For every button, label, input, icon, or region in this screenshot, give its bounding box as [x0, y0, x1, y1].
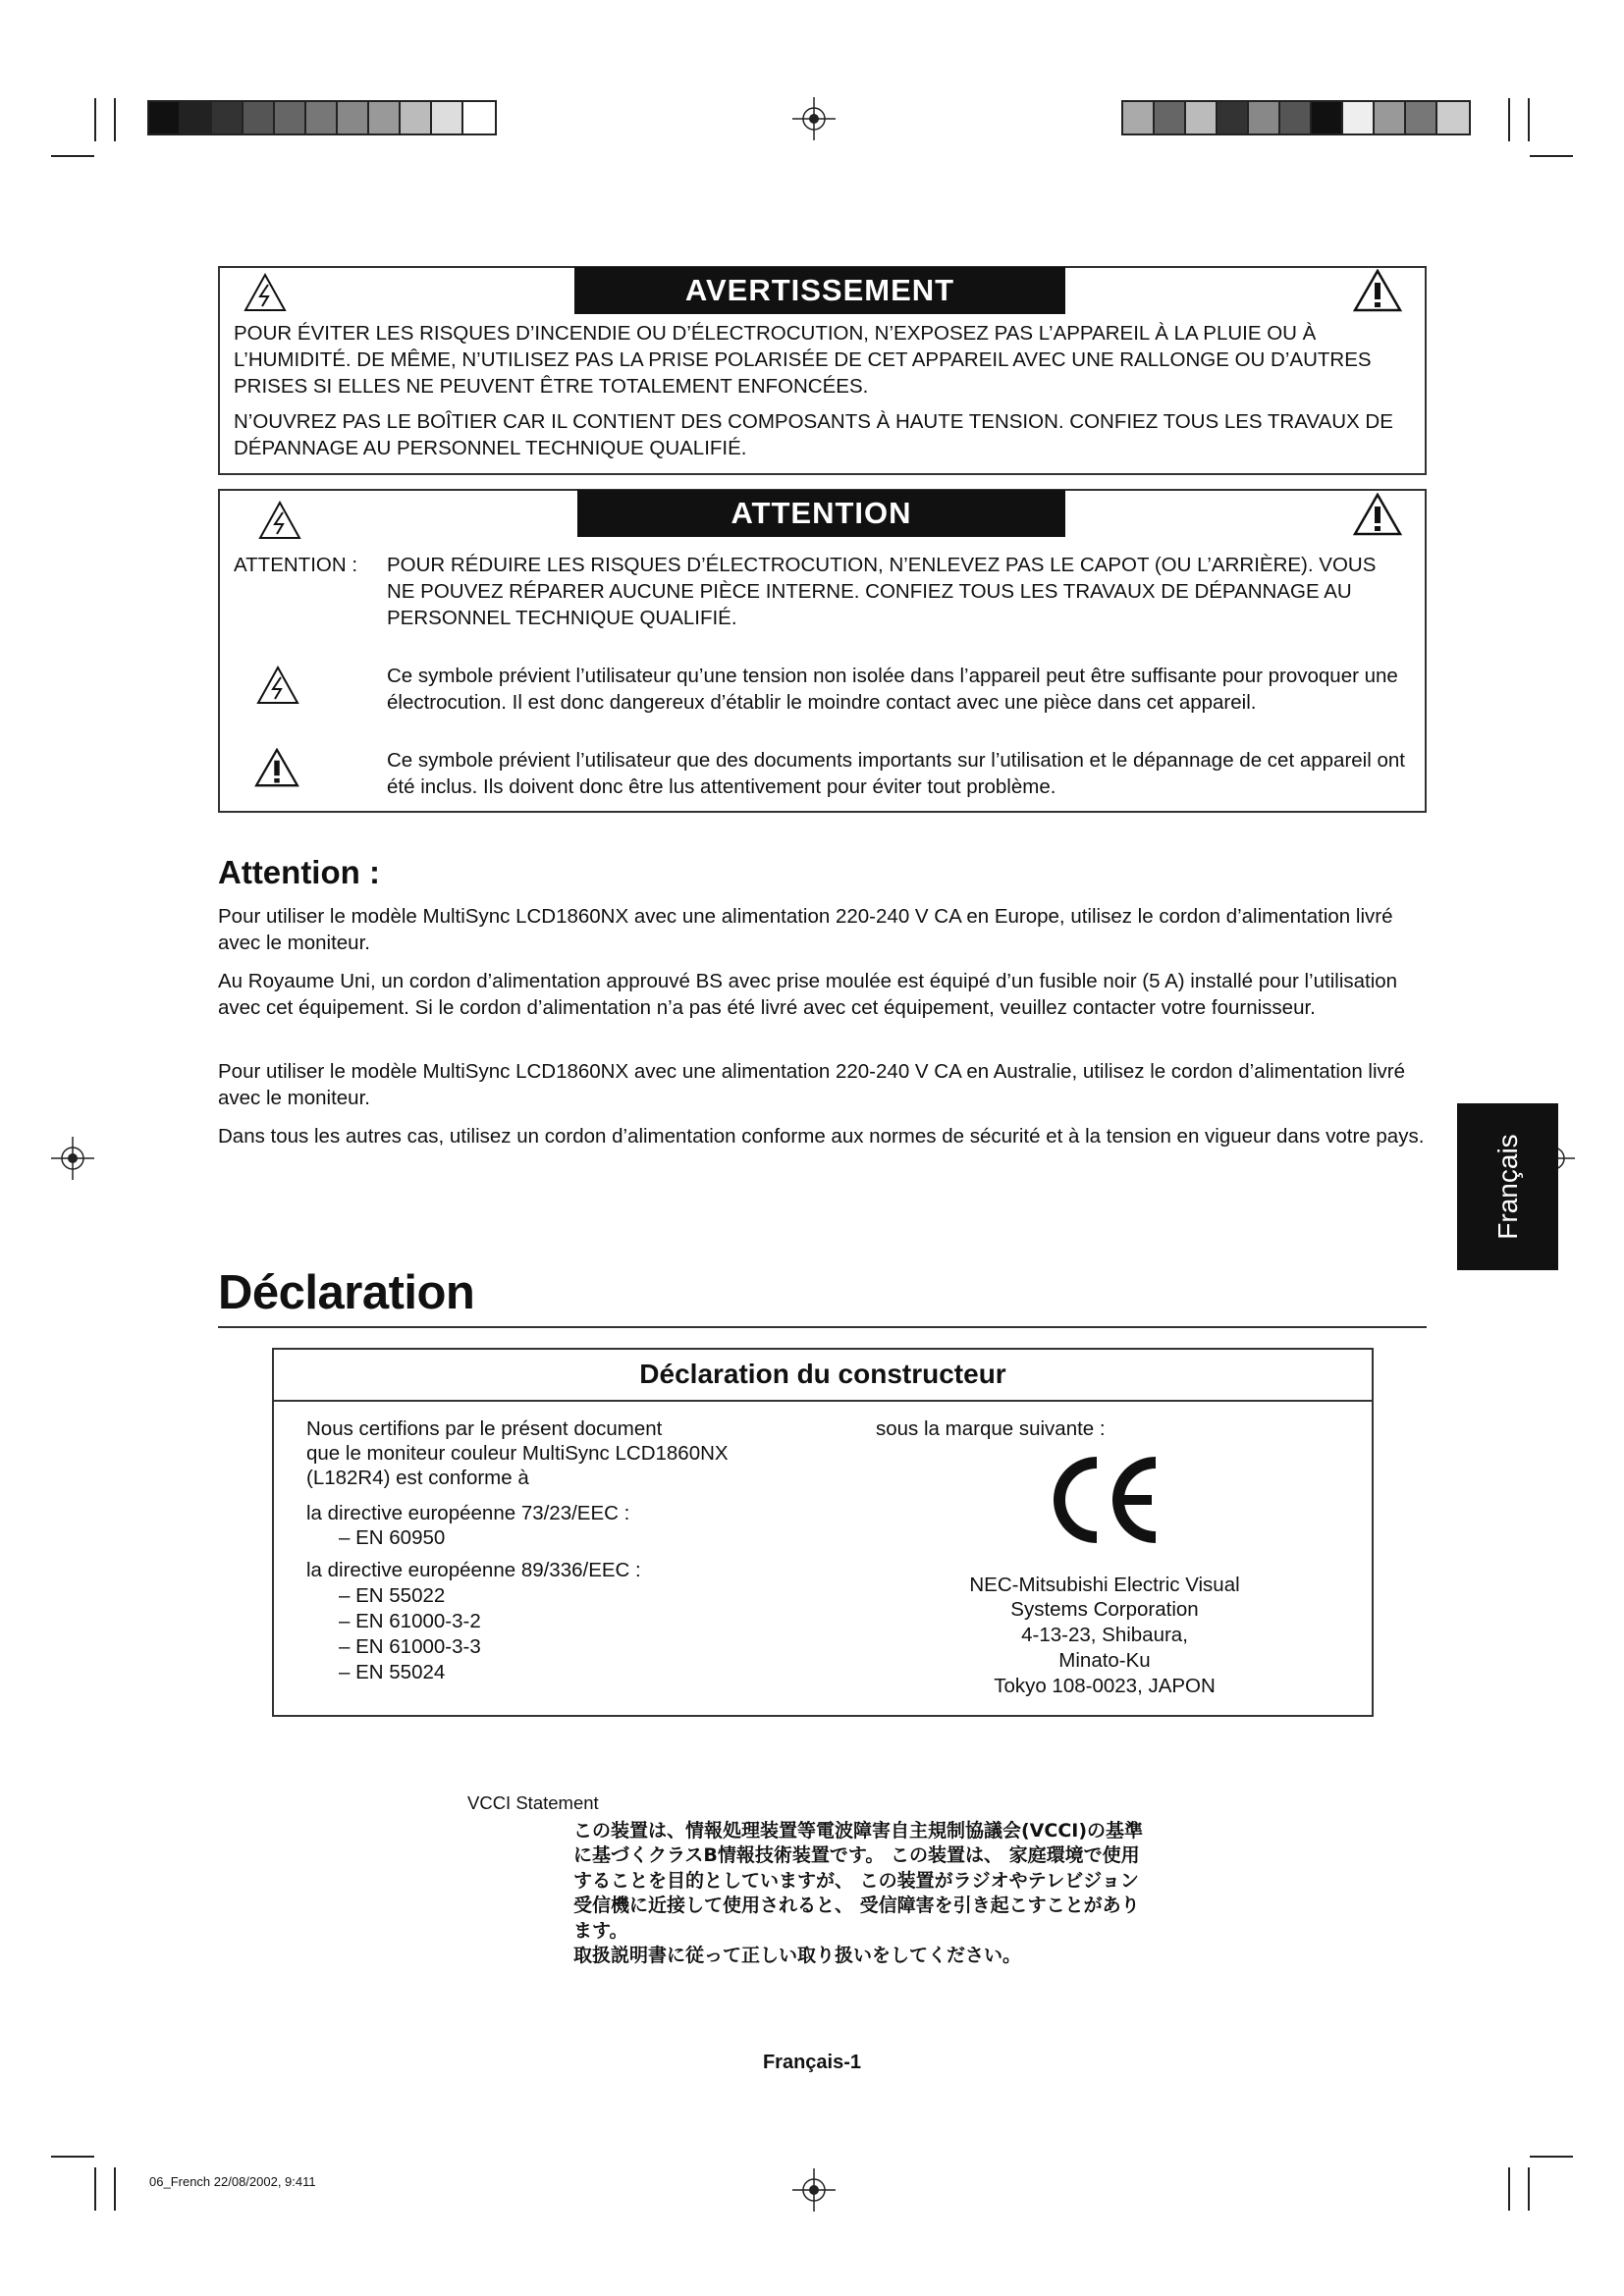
vcci-line: この装置は、情報処理装置等電波障害自主規制協議会(VCCI)の基準: [573, 1820, 1144, 1842]
lightning-warning-icon: [256, 666, 299, 705]
attention-paragraph: Dans tous les autres cas, utilisez un cordon d’alimentation conforme aux normes de sécurité et à la tension en vigueur dans votre pays.: [218, 1125, 1425, 1148]
registration-mark-icon: [51, 1137, 94, 1180]
vcci-title: VCCI Statement: [467, 1792, 599, 1813]
footer-slug: 06_French 22/08/2002, 9:411: [149, 2174, 316, 2189]
company-address-line: 4-13-23, Shibaura,: [1021, 1624, 1188, 1646]
density-bar-right: [1121, 100, 1471, 135]
declaration-certify-line: que le moniteur couleur MultiSync LCD1860NX: [306, 1442, 729, 1465]
company-address-line: Systems Corporation: [1010, 1598, 1199, 1621]
language-side-tab: [1457, 1103, 1558, 1270]
directive-label: la directive européenne 89/336/EEC :: [306, 1559, 641, 1581]
vcci-line: 取扱説明書に従って正しい取り扱いをしてください。: [573, 1945, 1022, 1966]
attention-banner: ATTENTION: [577, 490, 1065, 537]
company-address-line: Tokyo 108-0023, JAPON: [994, 1675, 1216, 1697]
attention-paragraph: Pour utiliser le modèle MultiSync LCD1860NX avec une alimentation 220-240 V CA en Australie, utilisez le cordon d’alimentation livré avec le moniteur.: [218, 1060, 1405, 1109]
attention-main-text: POUR RÉDUIRE LES RISQUES D’ÉLECTROCUTION, N’ENLEVEZ PAS LE CAPOT (OU L’ARRIÈRE). VOUS NE POUVEZ RÉPARER AUCUNE PIÈCE INTERNE. CONFIEZ TOUS LES TRAVAUX DE DÉPANNAGE AU PERSONNEL TECHNIQUE QUALIFIÉ.: [387, 554, 1377, 629]
company-address-line: NEC-Mitsubishi Electric Visual: [969, 1574, 1240, 1596]
directive-standard: – EN 61000-3-3: [339, 1635, 481, 1658]
directive-standard: – EN 61000-3-2: [339, 1610, 481, 1632]
vcci-line: ます。: [573, 1920, 628, 1942]
directive-standard: – EN 55022: [339, 1584, 446, 1607]
declaration-box-title: Déclaration du constructeur: [639, 1359, 1006, 1389]
lightning-warning-icon: [258, 501, 301, 540]
density-bar-left: [147, 100, 497, 135]
crop-mark: [51, 2156, 94, 2158]
symbol-lightning-description: Ce symbole prévient l’utilisateur qu’une tension non isolée dans l’appareil peut être suffisante pour provoquer une électrocution. Il est donc dangereux d’établir le moindre contact avec une pièce dans cet appareil.: [387, 665, 1398, 714]
crop-mark: [1508, 98, 1510, 141]
declaration-title-rule: [272, 1400, 1374, 1402]
vcci-line: 受信機に近接して使用されると、 受信障害を引き起こすことがあり: [573, 1895, 1140, 1916]
declaration-certify-line: Nous certifions par le présent document: [306, 1417, 663, 1440]
exclamation-warning-icon: [1353, 493, 1402, 536]
language-side-tab-label: Français: [1491, 1134, 1523, 1240]
exclamation-warning-icon: [1353, 269, 1402, 312]
directive-standard: – EN 60950: [339, 1526, 446, 1549]
page-number: Français-1: [762, 2052, 862, 2073]
mark-intro: sous la marque suivante :: [876, 1417, 1106, 1440]
avertissement-paragraph-2: N’OUVREZ PAS LE BOÎTIER CAR IL CONTIENT DES COMPOSANTS À HAUTE TENSION. CONFIEZ TOUS LES TRAVAUX DE DÉPANNAGE AU PERSONNEL TECHNIQUE QUALIFIÉ.: [234, 410, 1393, 459]
attention-heading: Attention :: [218, 854, 380, 890]
symbol-exclamation-description: Ce symbole prévient l’utilisateur que des documents importants sur l’utilisation et le dépannage de cet appareil ont été inclus. Ils doivent donc être lus attentivement pour éviter tout problème.: [387, 749, 1405, 798]
attention-paragraph: Au Royaume Uni, un cordon d’alimentation approuvé BS avec prise moulée est équipé d’un fusible noir (5 A) installé pour l’utilisation avec cet équipement. Si le cordon d’alimentation n’a pas été livré avec cet équipement, veuillez contacter votre fournisseur.: [218, 970, 1398, 1019]
crop-mark: [1530, 2156, 1573, 2158]
crop-mark: [1508, 2167, 1510, 2211]
directive-label: la directive européenne 73/23/EEC :: [306, 1502, 630, 1524]
declaration-certify-line: (L182R4) est conforme à: [306, 1467, 529, 1489]
avertissement-banner: AVERTISSEMENT: [574, 267, 1065, 314]
declaration-rule: [218, 1326, 1427, 1328]
crop-mark: [1528, 2167, 1530, 2211]
directive-standard: – EN 55024: [339, 1661, 446, 1683]
attention-label: ATTENTION :: [234, 554, 358, 576]
avertissement-paragraph-1: POUR ÉVITER LES RISQUES D’INCENDIE OU D’ÉLECTROCUTION, N’EXPOSEZ PAS L’APPAREIL À LA PLUIE OU À L’HUMIDITÉ. DE MÊME, N’UTILISEZ PAS LA PRISE POLARISÉE DE CET APPAREIL AVEC UNE RALLONGE OU D’AUTRES PRISES SI ELLES NE PEUVENT ÊTRE TOTALEMENT ENFONCÉES.: [234, 322, 1372, 398]
lightning-warning-icon: [244, 273, 287, 312]
vcci-line: することを目的としていますが、 この装置がラジオやテレビジョン: [573, 1870, 1139, 1892]
exclamation-warning-icon: [254, 748, 299, 787]
crop-mark: [51, 155, 94, 157]
crop-mark: [1528, 98, 1530, 141]
registration-mark-icon: [792, 2168, 836, 2212]
registration-mark-icon: [792, 97, 836, 140]
crop-mark: [1530, 155, 1573, 157]
crop-mark: [114, 2167, 116, 2211]
crop-mark: [94, 98, 96, 141]
vcci-line: に基づくクラスB情報技術装置です。 この装置は、 家庭環境で使用: [573, 1844, 1140, 1866]
crop-mark: [94, 2167, 96, 2211]
company-address-line: Minato-Ku: [1058, 1649, 1151, 1672]
crop-mark: [114, 98, 116, 141]
attention-paragraph: Pour utiliser le modèle MultiSync LCD1860NX avec une alimentation 220-240 V CA en Europe, utilisez le cordon d’alimentation livré avec le moniteur.: [218, 905, 1393, 954]
ce-mark-icon: [1046, 1453, 1164, 1547]
declaration-heading: Déclaration: [218, 1266, 475, 1319]
